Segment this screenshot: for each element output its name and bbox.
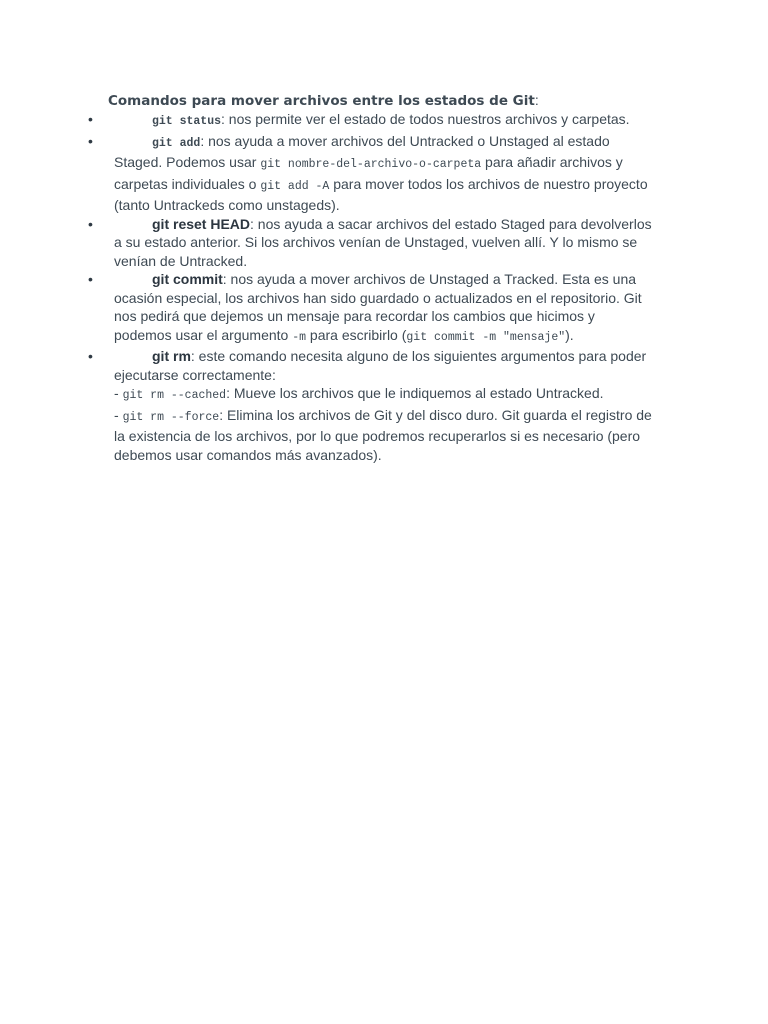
- inline-code: -m: [292, 330, 307, 344]
- command-list: [0, 110, 768, 464]
- list-item: [0, 270, 654, 347]
- command-name: git status: [152, 115, 222, 128]
- command-description: para añadir archivos y carpetas individuales o: [114, 154, 623, 192]
- command-description: para mover todos los archivos de nuestro proyecto (tanto Untrackeds como unstageds).: [114, 175, 648, 213]
- list-item: [0, 215, 654, 271]
- inline-code: git commit -m "mensaje": [406, 330, 566, 344]
- bullet-icon: •: [88, 215, 93, 232]
- sub-item-prefix: -: [114, 385, 123, 401]
- sub-item-description: : Mueve los archivos que le indiquemos al estado Untracked.: [226, 385, 604, 401]
- command-description: : nos ayuda a mover archivos del Untracked o Unstaged al estado Staged. Podemos usar: [114, 132, 610, 170]
- command-description: : este comando necesita alguno de los siguientes argumentos para poder ejecutarse correctamente:: [114, 348, 647, 383]
- command-description: para escribirlo (: [306, 326, 407, 343]
- bullet-icon: •: [88, 132, 93, 149]
- command-name: git commit: [152, 271, 223, 287]
- inline-code: git rm --cached: [122, 389, 227, 402]
- list-item: [0, 347, 654, 464]
- inline-code: git nombre-del-archivo-o-carpeta: [260, 158, 482, 171]
- command-description: : nos permite ver el estado de todos nuestros archivos y carpetas.: [221, 111, 630, 127]
- bullet-icon: •: [88, 348, 93, 364]
- list-item: [0, 110, 654, 132]
- list-item: [0, 132, 654, 215]
- command-name: git reset HEAD: [152, 215, 251, 232]
- command-description: : nos ayuda a sacar archivos del estado Staged para devolverlos a su estado anterior. Si los archivos venían de Unstaged, vuelven allí. Y lo mismo se venían de Untracked.: [114, 215, 652, 269]
- command-name: git add: [152, 136, 201, 150]
- sub-item-description: : Elimina los archivos de Git y del disco duro. Git guarda el registro de la existencia de los archivos, por lo que podremos recuperarlos si es necesario (pero debemos usar comandos más avanzados).: [114, 406, 652, 463]
- heading-title: Comandos para mover archivos entre los estados de Git: [108, 93, 535, 109]
- command-description: ).: [565, 326, 574, 343]
- bullet-icon: •: [88, 111, 93, 127]
- command-name: git rm: [152, 348, 191, 364]
- sub-item-prefix: -: [114, 406, 123, 423]
- heading-colon: :: [534, 92, 539, 108]
- section-heading: [108, 91, 668, 111]
- inline-code: git add -A: [260, 179, 330, 193]
- inline-code: git rm --force: [122, 410, 220, 424]
- bullet-icon: •: [88, 271, 93, 287]
- command-description: : nos ayuda a mover archivos de Unstaged a Tracked. Esta es una ocasión especial, los archivos han sido guardado o actualizados en el repositorio. Git nos pedirá que dejemos un mensaje para recordar los cambios que hicimos y podemos usar el argumento: [114, 271, 642, 343]
